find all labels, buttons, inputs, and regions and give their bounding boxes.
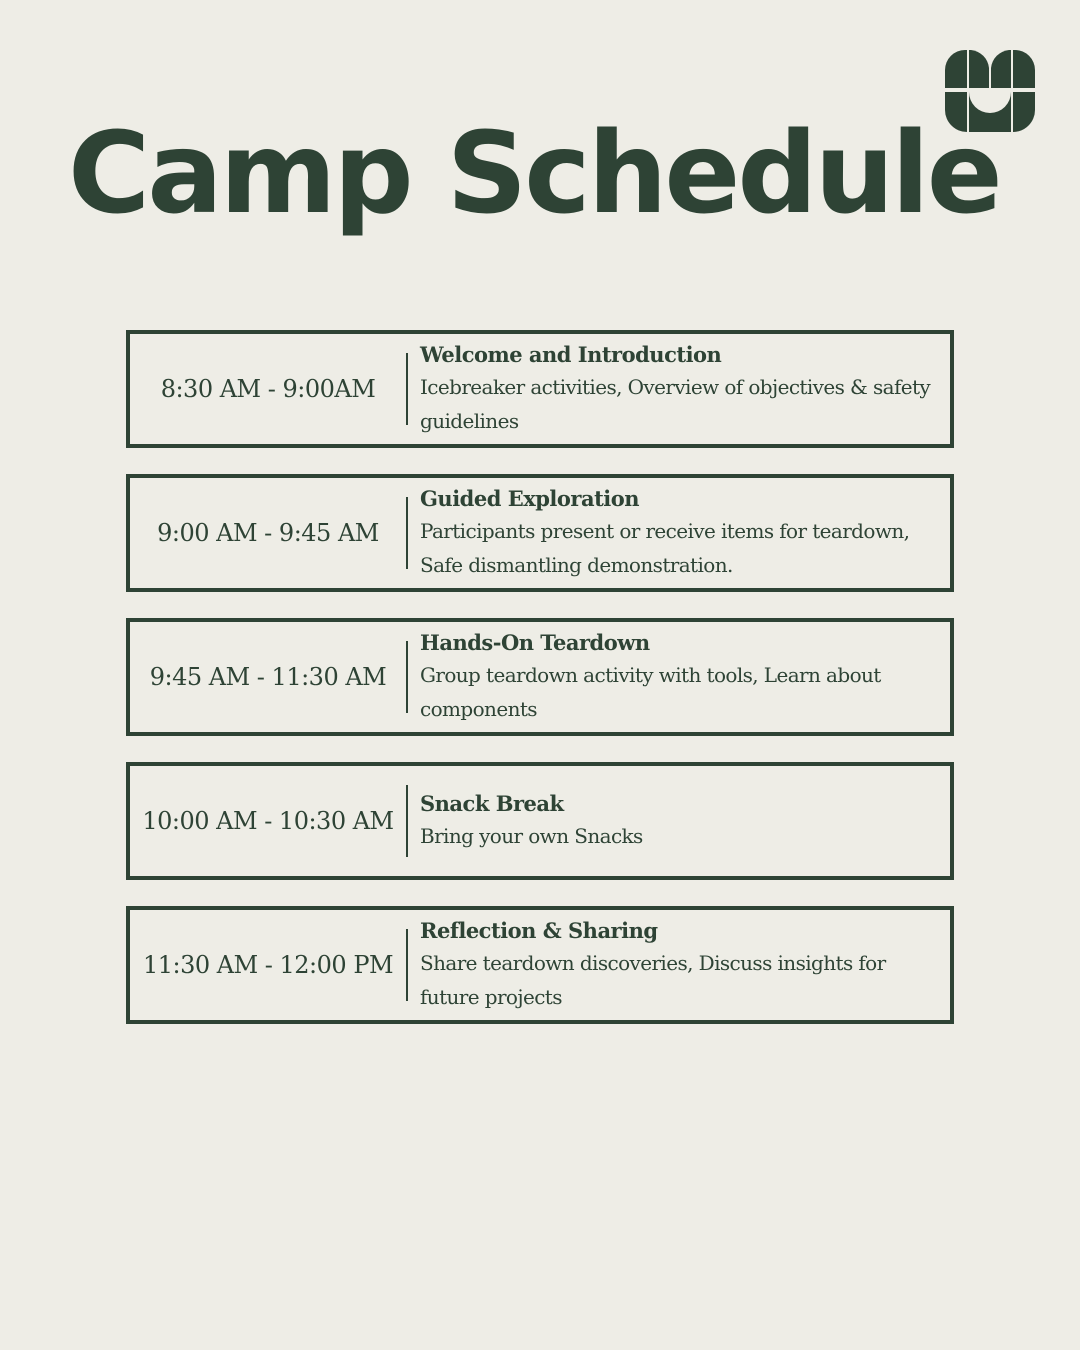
schedule-row — [126, 906, 954, 1024]
schedule-row — [126, 474, 954, 592]
activity-title: Reflection & Sharing — [420, 918, 658, 943]
schedule-row — [126, 330, 954, 448]
divider — [406, 353, 408, 425]
activity-title: Welcome and Introduction — [420, 342, 722, 367]
divider — [406, 641, 408, 713]
schedule-row — [126, 762, 954, 880]
time-slot: 8:30 AM - 9:00AM — [160, 375, 376, 403]
activity-description: Group teardown activity with tools, Learn about components — [420, 663, 881, 721]
time-slot: 11:30 AM - 12:00 PM — [142, 951, 394, 979]
time-slot: 9:45 AM - 11:30 AM — [149, 663, 387, 691]
schedule-row — [126, 618, 954, 736]
activity-details — [420, 789, 950, 853]
divider — [406, 497, 408, 569]
divider — [406, 929, 408, 1001]
activity-title: Guided Exploration — [420, 486, 640, 511]
activity-details — [420, 916, 950, 1014]
activity-title: Hands-On Teardown — [420, 630, 650, 655]
time-slot: 10:00 AM - 10:30 AM — [142, 807, 394, 835]
activity-description: Icebreaker activities, Overview of objectives & safety guidelines — [420, 375, 931, 433]
activity-title: Snack Break — [420, 791, 564, 816]
activity-description: Share teardown discoveries, Discuss insights for future projects — [420, 951, 886, 1009]
activity-details — [420, 484, 950, 582]
activity-details — [420, 340, 950, 438]
schedule-list — [126, 330, 954, 1050]
time-slot: 9:00 AM - 9:45 AM — [157, 519, 379, 547]
activity-description: Participants present or receive items for teardown, Safe dismantling demonstration. — [420, 519, 910, 577]
page-title: Camp Schedule — [68, 109, 1000, 239]
divider — [406, 785, 408, 857]
activity-details — [420, 628, 950, 726]
activity-description: Bring your own Snacks — [420, 824, 643, 848]
